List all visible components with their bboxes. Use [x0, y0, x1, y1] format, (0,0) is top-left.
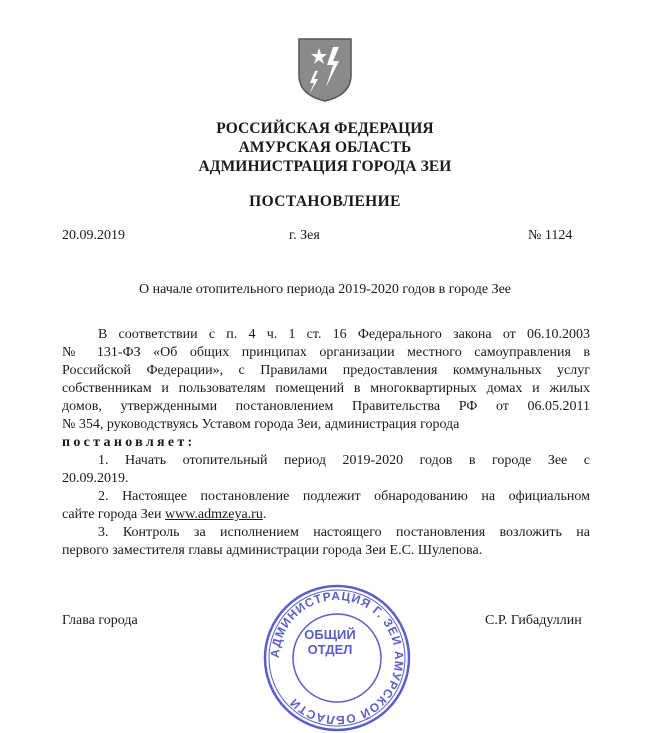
- document-date: 20.09.2019: [62, 228, 125, 243]
- body-paragraph-line: № 131-ФЗ «Об общих принципах организации местного самоуправления в: [62, 345, 590, 360]
- body-paragraph-line: собственникам и пользователям помещений в многоквартирных домах и жилых: [62, 381, 590, 396]
- body-paragraph-line: В соответствии с п. 4 ч. 1 ст. 16 Федерального закона от 06.10.2003: [98, 327, 590, 342]
- item-1-line: 20.09.2019.: [62, 471, 129, 486]
- signature-position: Глава города: [62, 613, 138, 628]
- item-2-line: [62, 506, 266, 524]
- document-city: г. Зея: [289, 228, 320, 243]
- body-paragraph-line: № 354, руководствуясь Уставом города Зеи, администрация города: [62, 417, 460, 432]
- website-link[interactable]: www.admzeya.ru: [164, 507, 263, 522]
- item-2-line: 2. Настоящее постановление подлежит обнародованию на официальном: [98, 489, 590, 504]
- item-3-line: первого заместителя главы администрации города Зеи Е.С. Шулепова.: [62, 543, 483, 558]
- header-region: АМУРСКАЯ ОБЛАСТЬ: [238, 139, 412, 156]
- item-2-text: сайте города Зеи: [62, 507, 165, 522]
- stamp-center-line: ОТДЕЛ: [307, 642, 353, 657]
- document-subject: О начале отопительного периода 2019-2020 годов в городе Зее: [138, 282, 512, 297]
- header-country: РОССИЙСКАЯ ФЕДЕРАЦИЯ: [216, 120, 434, 137]
- header-administration: АДМИНИСТРАЦИЯ ГОРОДА ЗЕИ: [198, 158, 452, 175]
- svg-text:АДМИНИСТРАЦИЯ Г. ЗЕИ АМУРСКОЙ: [268, 589, 406, 727]
- stamp-ring-text: АДМИНИСТРАЦИЯ Г. ЗЕИ АМУРСКОЙ ОБЛАСТИ: [267, 588, 407, 728]
- body-paragraph-line: домов, утвержденными постановлением Правительства РФ от 06.05.2011: [62, 399, 590, 414]
- stamp-center-line: ОБЩИЙ: [304, 627, 356, 642]
- official-stamp: [262, 583, 412, 733]
- item-3-line: 3. Контроль за исполнением настоящего постановления возложить на: [98, 525, 590, 540]
- coat-of-arms-icon: [297, 37, 353, 103]
- decree-word: постановляет:: [62, 435, 196, 450]
- document-number: № 1124: [528, 228, 573, 243]
- item-2-period: .: [262, 507, 267, 522]
- body-paragraph-line: Российской Федерации», с Правилами предоставления коммунальных услуг: [62, 363, 590, 378]
- document-type: ПОСТАНОВЛЕНИЕ: [249, 193, 401, 210]
- item-1-line: 1. Начать отопительный период 2019-2020 годов в городе Зее с: [98, 453, 590, 468]
- signature-name: С.Р. Гибадуллин: [485, 613, 582, 628]
